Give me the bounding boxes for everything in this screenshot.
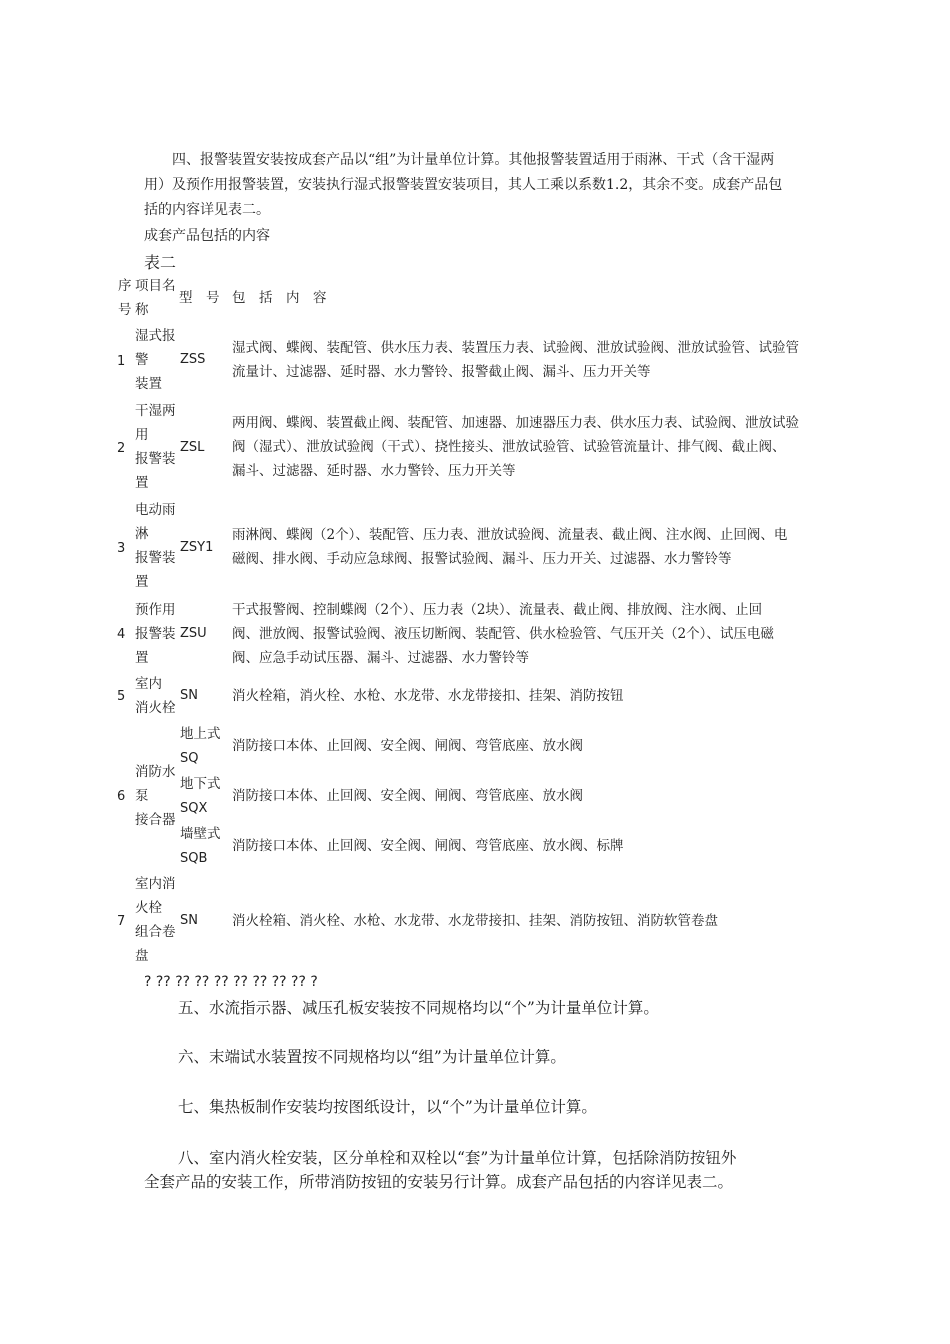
row6-sub1-model-type: 地上式 [180,726,221,742]
row3-seq: 3 [117,541,126,556]
row6-sub2-content: 消防接口本体、止回阀、安全阀、闸阀、弯管底座、放水阀 [232,788,583,804]
row5-seq: 5 [117,689,126,704]
row6-sub3-content: 消防接口本体、止回阀、安全阀、闸阀、弯管底座、放水阀、标牌 [232,838,624,854]
table-label: 表二 [144,253,177,272]
header-name-top: 项目名 [135,278,176,294]
row7-seq: 7 [117,914,126,929]
section4-line2: 用）及预作用报警装置，安装执行湿式报警装置安装项目，其人工乘以系数1.2，其余不变。成套产品包 [144,177,783,193]
row1-model: ZSS [180,352,206,367]
section6: 六、末端试水装置按不同规格均以“组”为计量单位计算。 [178,1048,566,1066]
row6-sub3-model-type: 墙壁式 [180,826,221,842]
row4-content: 干式报警阀、控制蝶阀（2个）、压力表（2块）、流量表、截止阀、排放阀、注水阀、止回 阀、泄放阀、报警试验阀、液压切断阀、装配管、供水检验管、气压开关（2个）、试压电磁 阀、应急手动试压器、漏斗、过滤器、水力警铃等 [232,602,774,666]
row1-name: 湿式报 警 装置 [135,328,176,392]
row4-seq: 4 [117,627,126,642]
header-name-bottom: 称 [135,302,149,318]
row3-name: 电动雨 淋 报警装 置 [135,502,176,590]
row4-name: 预作用 报警装 置 [135,602,176,666]
row2-content: 两用阀、蝶阀、装置截止阀、装配管、加速器、加速器压力表、供水压力表、试验阀、泄放试验 阀（湿式）、泄放试验阀（干式）、挠性接头、泄放试验管、试验管流量计、排气阀、截止阀、 漏斗、过滤器、延时器、水力警铃、压力开关等 [232,415,799,479]
row5-model: SN [180,688,198,703]
garbled-text: ? ?? ?? ?? ?? ?? ?? ?? ?? ? [144,974,318,990]
header-content: 包 括 内 容 [232,290,327,306]
row7-content: 消火栓箱、消火栓、水枪、水龙带、水龙带接扣、挂架、消防按钮、消防软管卷盘 [232,913,718,929]
row2-seq: 2 [117,441,126,456]
header-model: 型 号 [179,290,220,306]
header-seq-top: 序 [118,278,132,294]
row6-sub2-model-code: SQX [180,801,208,816]
section4-line3: 括的内容详见表二。 [144,202,270,218]
row5-name: 室内 消火栓 [135,676,176,716]
table-caption: 成套产品包括的内容 [144,228,270,244]
row5-content: 消火栓箱，消火栓、水枪、水龙带、水龙带接扣、挂架、消防按钮 [232,688,624,704]
section8-line2: 全套产品的安装工作，所带消防按钮的安装另行计算。成套产品包括的内容详见表二。 [144,1173,734,1191]
row6-sub1-model-code: SQ [180,751,199,766]
header-seq-bottom: 号 [118,302,132,318]
section4-line1: 四、报警装置安装按成套产品以“组”为计量单位计算。其他报警装置适用于雨淋、干式（含干湿两 [172,152,775,168]
row6-sub1-content: 消防接口本体、止回阀、安全阀、闸阀、弯管底座、放水阀 [232,738,583,754]
row6-seq: 6 [117,789,126,804]
row1-seq: 1 [117,354,126,369]
section8-line1: 八、室内消火栓安装，区分单栓和双栓以“套”为计量单位计算，包括除消防按钮外 [178,1149,737,1167]
row7-model: SN [180,913,198,928]
row7-name: 室内消 火栓 组合卷 盘 [135,876,176,964]
row2-model: ZSL [180,440,205,455]
section7: 七、集热板制作安装均按图纸设计，以“个”为计量单位计算。 [178,1098,597,1116]
row6-sub3-model-code: SQB [180,851,208,866]
row1-content: 湿式阀、蝶阀、装配管、供水压力表、装置压力表、试验阀、泄放试验阀、泄放试验管、试验管 流量计、过滤器、延时器、水力警铃、报警截止阀、漏斗、压力开关等 [232,340,799,380]
row4-model: ZSU [180,626,207,641]
row2-name: 干湿两 用 报警装 置 [135,403,176,491]
row6-name: 消防水 泵 接合器 [135,764,176,828]
section5: 五、水流指示器、减压孔板安装按不同规格均以“个”为计量单位计算。 [178,999,659,1017]
row3-content: 雨淋阀、蝶阀（2个）、装配管、压力表、泄放试验阀、流量表、截止阀、注水阀、止回阀、电 磁阀、排水阀、手动应急球阀、报警试验阀、漏斗、压力开关、过滤器、水力警铃等 [232,527,788,567]
row6-sub2-model-type: 地下式 [180,776,221,792]
row3-model: ZSY1 [180,540,214,555]
